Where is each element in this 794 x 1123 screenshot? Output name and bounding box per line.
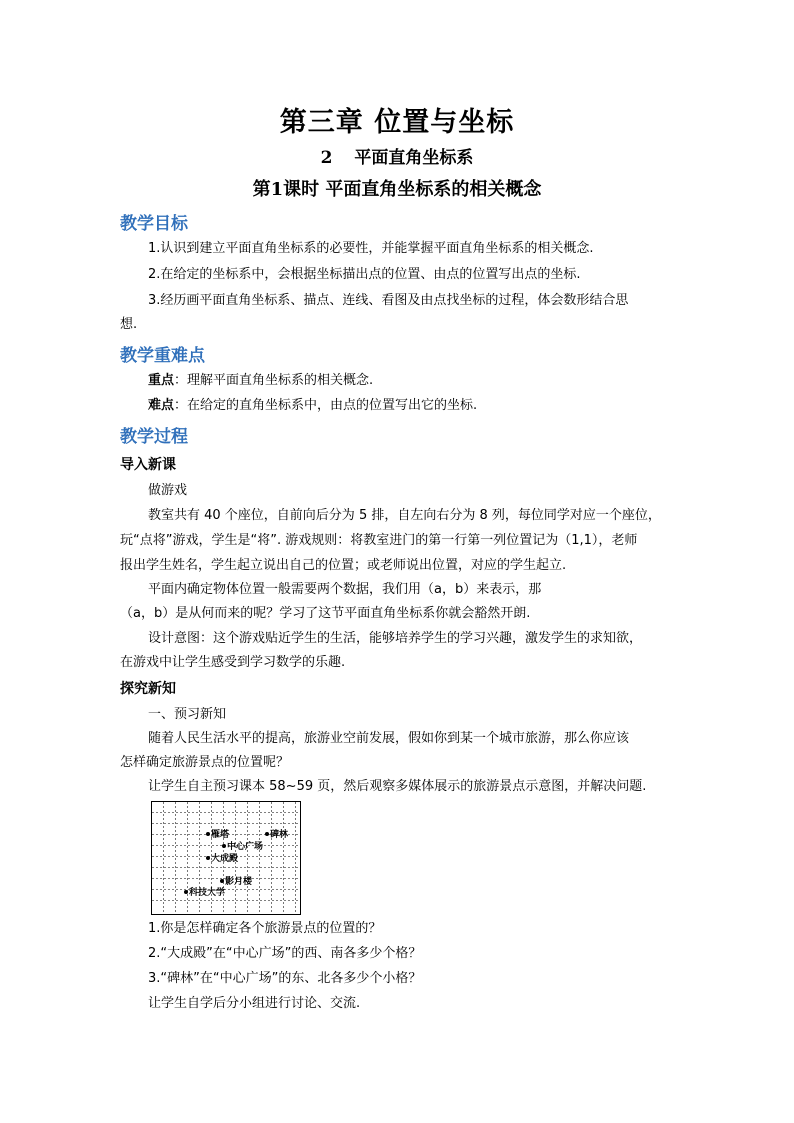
key-point-line [148, 372, 373, 389]
intro-line-2: 教室共有 40 个座位，自前向后分为 5 排，自左向右分为 8 列，每位同学对应一个座位， [148, 508, 661, 523]
key-point-label: 重点 [148, 373, 175, 388]
section-title [0, 143, 794, 168]
lesson-number: 1 [270, 179, 284, 200]
question-1: 1.你是怎样确定各个旅游景点的位置的？ [148, 921, 382, 936]
chapter-title: 第三章 位置与坐标 [279, 107, 515, 138]
question-2: 2.“大成殿”在“中心广场”的西、南各多少个格？ [148, 946, 422, 961]
section-number: 2 [320, 148, 333, 168]
intro-heading: 导入新课 [120, 457, 176, 473]
map-label-yanta: 雁塔 [211, 830, 230, 840]
key-points-heading: 教学重难点 [120, 346, 205, 366]
intro-line-7: 设计意图：这个游戏贴近学生的生活，能够培养学生的学习兴趣，激发学生的求知欲， [148, 631, 643, 646]
tourist-map-figure [150, 800, 302, 916]
map-point-yingyuelou [220, 879, 224, 883]
map-label-yingyuelou: 影月楼 [225, 877, 253, 887]
difficulty-text: ：在给定的直角坐标系中，由点的位置写出它的坐标. [174, 398, 478, 413]
map-point-beilin [265, 832, 269, 836]
difficulty-label: 难点 [148, 398, 175, 413]
goals-heading: 教学目标 [120, 214, 188, 234]
explore-line-4: 让学生自主预习课本 58~59 页，然后观察多媒体展示的旅游景点示意图，并解决问题. [148, 779, 647, 794]
lesson-suffix: 课时 平面直角坐标系的相关概念 [283, 179, 542, 200]
key-point-text: ：理解平面直角坐标系的相关概念. [174, 373, 374, 388]
process-heading: 教学过程 [120, 427, 188, 447]
map-point-tech-university [184, 890, 188, 894]
goal-item-3-cont: 想. [120, 317, 138, 332]
discussion-line: 让学生自学后分小组进行讨论、交流. [148, 996, 361, 1011]
map-label-beilin: 碑林 [270, 830, 289, 840]
section-name: 平面直角坐标系 [354, 148, 474, 168]
explore-line-2: 随着人民生活水平的提高，旅游业空前发展，假如你到某一个城市旅游，那么你应该 [148, 731, 630, 746]
lesson-title [0, 175, 794, 201]
intro-line-5: 平面内确定物体位置一般需要两个数据，我们用（a，b）来表示，那 [148, 582, 542, 597]
intro-line-1: 做游戏 [148, 483, 188, 498]
difficulty-line [148, 397, 477, 414]
explore-line-1: 一、预习新知 [148, 707, 227, 722]
intro-line-3: 玩“点将”游戏，学生是“将”. 游戏规则：将教室进门的第一行第一列位置记为（1,1），老师 [120, 533, 638, 548]
intro-line-4: 报出学生姓名，学生起立说出自己的位置；或老师说出位置，对应的学生起立. [120, 558, 567, 573]
explore-heading: 探究新知 [120, 681, 176, 697]
map-point-yanta [206, 832, 210, 836]
question-3: 3.“碑林”在“中心广场”的东、北各多少个小格？ [148, 971, 422, 986]
lesson-prefix: 第 [252, 179, 271, 200]
map-point-center-square [222, 844, 226, 848]
explore-line-3: 怎样确定旅游景点的位置呢？ [120, 755, 290, 770]
goal-item-2: 2.在给定的坐标系中，会根据坐标描出点的位置、由点的位置写出点的坐标. [148, 267, 581, 282]
map-label-tech-university: 科技大学 [189, 888, 226, 898]
intro-line-6: （a，b）是从何而来的呢？学习了这节平面直角坐标系你就会豁然开朗. [120, 606, 531, 621]
map-label-dachengdian: 大成殿 [211, 854, 239, 864]
goal-item-1: 1.认识到建立平面直角坐标系的必要性，并能掌握平面直角坐标系的相关概念. [148, 241, 594, 256]
goal-item-3: 3.经历画平面直角坐标系、描点、连线、看图及由点找坐标的过程，体会数形结合思 [148, 293, 629, 308]
map-point-dachengdian [206, 856, 210, 860]
intro-line-8: 在游戏中让学生感受到学习数学的乐趣. [120, 655, 346, 670]
map-label-center-square: 中心广场 [227, 842, 264, 852]
